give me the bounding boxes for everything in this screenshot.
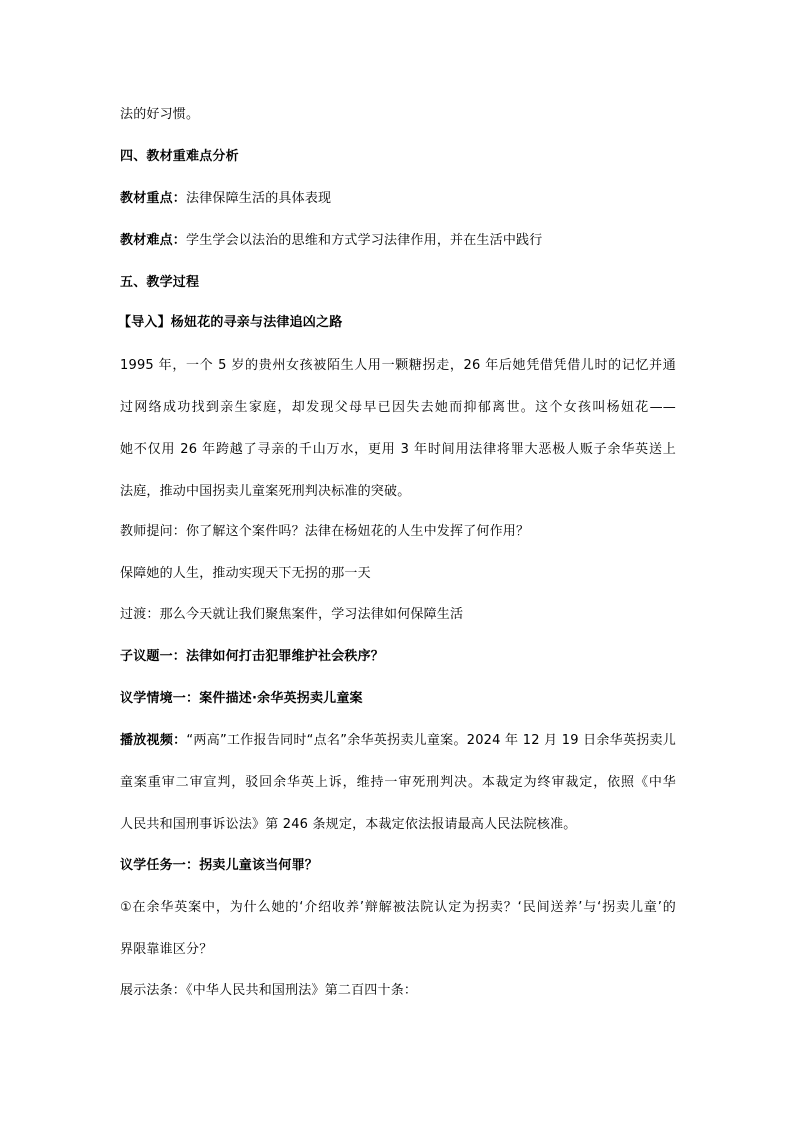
question-1-line-2: 界限靠谁区分？ [120, 942, 213, 957]
video-paragraph-line-2: 童案重审二审宣判，驳回余华英上诉，维持一审死刑判决。本裁定为终审裁定，依照《中华 [120, 775, 676, 790]
sub-topic-1: 子议题一：法律如何打击犯罪维护社会秩序？ [120, 649, 385, 664]
section-heading-5: 五、教学过程 [120, 275, 200, 290]
task-1: 议学任务一：拐卖儿童该当何罪？ [120, 858, 319, 873]
intro-paragraph-line-3: 她不仅用 26 年跨越了寻亲的千山万水，更用 3 年时间用法律将罪大恶极人贩子余华英送上 [120, 442, 676, 457]
intro-paragraph-line-2: 过网络成功找到亲生家庭，却发现父母早已因失去她而抑郁离世。这个女孩叫杨妞花—— [120, 400, 676, 415]
difficult-point-text: 学生学会以法治的思维和方式学习法律作用，并在生活中践行 [186, 233, 543, 248]
difficult-point-line [120, 232, 542, 250]
key-point-line [120, 190, 331, 208]
intro-title: 【导入】杨妞花的寻亲与法律追凶之路 [118, 315, 343, 330]
answer-text: 保障她的人生，推动实现天下无拐的那一天 [120, 566, 371, 581]
law-display: 展示法条：《中华人民共和国刑法》第二百四十条： [120, 983, 418, 998]
paragraph-continuation: 法的好习惯。 [120, 107, 200, 122]
video-label: 播放视频： [120, 733, 187, 748]
question-1-line-1: ①在余华英案中，为什么她的‘介绍收养’辩解被法院认定为拐卖？‘民间送养’与‘拐卖儿童’的 [120, 900, 676, 915]
section-heading-4: 四、教材重难点分析 [120, 149, 239, 164]
key-point-label: 教材重点： [120, 191, 187, 206]
intro-paragraph-line-4: 法庭，推动中国拐卖儿童案死刑判决标准的突破。 [120, 484, 411, 499]
key-point-text: 法律保障生活的具体表现 [186, 191, 332, 206]
intro-paragraph-line-1: 1995 年，一个 5 岁的贵州女孩被陌生人用一颗糖拐走，26 年后她凭借凭借儿时的记忆并通 [120, 358, 676, 373]
difficult-point-label: 教材难点： [120, 233, 187, 248]
teacher-question: 教师提问：你了解这个案件吗？法律在杨妞花的人生中发挥了何作用？ [120, 524, 530, 539]
video-text-1: “两高”工作报告同时“点名”余华英拐卖儿童案。2024 年 12 月 19 日余华英拐卖儿 [186, 733, 676, 748]
transition-text: 过渡：那么今天就让我们聚焦案件，学习法律如何保障生活 [120, 607, 464, 622]
video-paragraph-line-3: 人民共和国刑事诉讼法》第 246 条规定，本裁定依法报请最高人民法院核准。 [120, 817, 577, 832]
scenario-1: 议学情境一：案件描述·余华英拐卖儿童案 [120, 691, 363, 706]
video-paragraph-line-1 [120, 732, 676, 750]
